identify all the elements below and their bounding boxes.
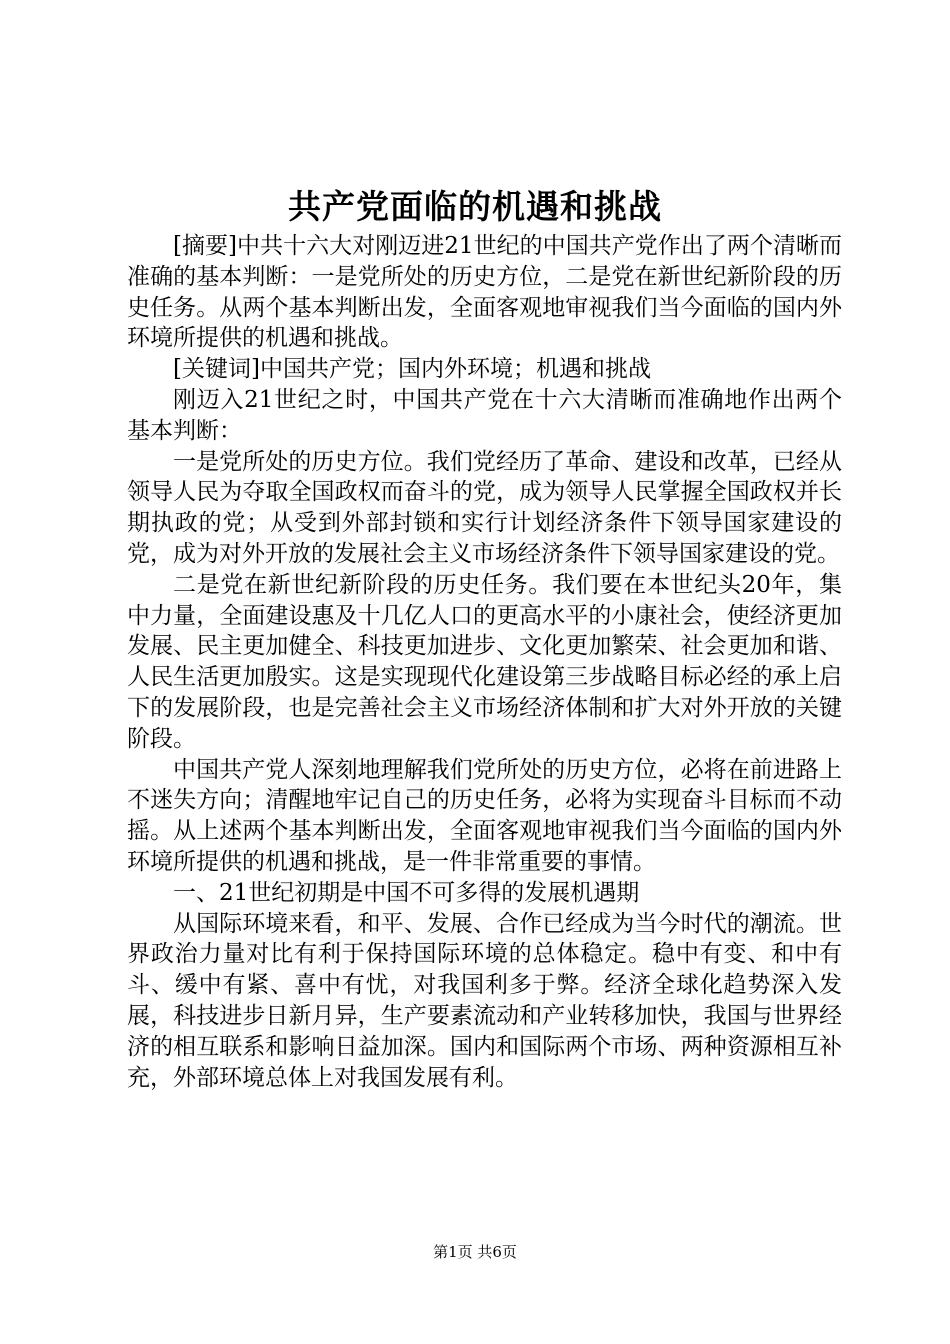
abstract-paragraph: [摘要]中共十六大对刚迈进21世纪的中国共产党作出了两个清晰而准确的基本判断：一是党所处的历史方位，二是党在新世纪新阶段的历史任务。从两个基本判断出发，全面客观地审视我们当今面临的国内外环境所提供的机遇和挑战。	[127, 233, 842, 352]
page-number-footer: 第1页 共6页	[433, 1243, 517, 1261]
body-paragraph: 一是党所处的历史方位。我们党经历了革命、建设和改革，已经从领导人民为夺取全国政权而奋斗的党，成为领导人民掌握全国政权并长期执政的党；从受到外部封锁和实行计划经济条件下领导国家建设的党，成为对外开放的发展社会主义市场经济条件下领导国家建设的党。	[127, 448, 842, 567]
section-heading: 一、21世纪初期是中国不可多得的发展机遇期	[173, 879, 640, 906]
body-paragraph: 二是党在新世纪新阶段的历史任务。我们要在本世纪头20年，集中力量，全面建设惠及十几亿人口的更高水平的小康社会，使经济更加发展、民主更加健全、科技更加进步、文化更加繁荣、社会更加和谐、人民生活更加殷实。这是实现现代化建设第三步战略目标必经的承上启下的发展阶段，也是完善社会主义市场经济体制和扩大对外开放的关键阶段。	[127, 571, 842, 752]
body-paragraph: 刚迈入21世纪之时，中国共产党在十六大清晰而准确地作出两个基本判断：	[127, 386, 842, 444]
document-title: 共产党面临的机遇和挑战	[288, 187, 662, 226]
body-paragraph: 中国共产党人深刻地理解我们党所处的历史方位，必将在前进路上不迷失方向；清醒地牢记自己的历史任务，必将为实现奋斗目标而不动摇。从上述两个基本判断出发，全面客观地审视我们当今面临的国内外环境所提供的机遇和挑战，是一件非常重要的事情。	[127, 756, 842, 875]
document-body	[127, 231, 842, 1093]
keywords-paragraph: [关键词]中国共产党；国内外环境；机遇和挑战	[173, 356, 651, 383]
body-paragraph: 从国际环境来看，和平、发展、合作已经成为当今时代的潮流。世界政治力量对比有利于保持国际环境的总体稳定。稳中有变、和中有斗、缓中有紧、喜中有忧，对我国利多于弊。经济全球化趋势深入发展，科技进步日新月异，生产要素流动和产业转移加快，我国与世界经济的相互联系和影响日益加深。国内和国际两个市场、两种资源相互补充，外部环境总体上对我国发展有利。	[127, 910, 842, 1091]
